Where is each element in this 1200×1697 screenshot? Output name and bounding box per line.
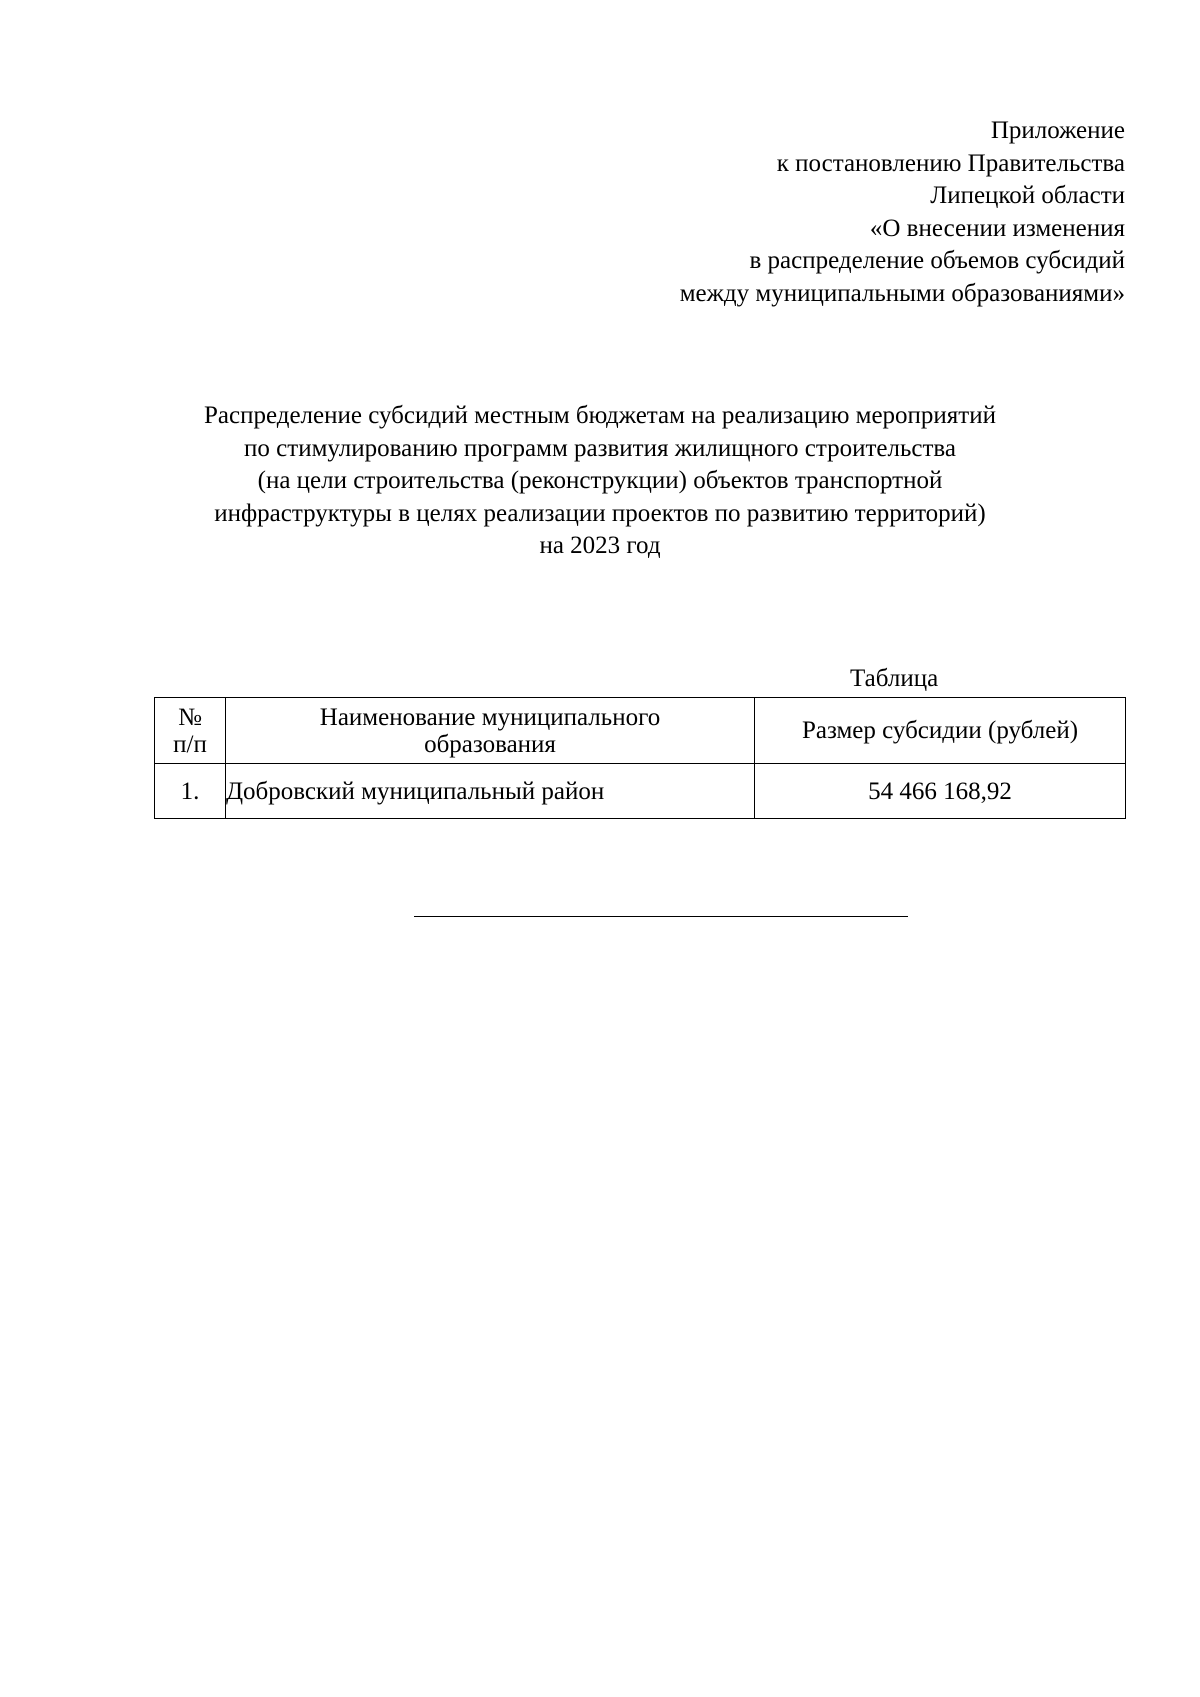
table-row — [155, 764, 1126, 819]
appendix-line: между муниципальными образованиями» — [679, 279, 1125, 307]
header-number-line1: № — [178, 703, 202, 731]
title-line: инфраструктуры в целях реализации проектов по развитию территорий) — [214, 499, 986, 527]
row-name: Добровский муниципальный район — [226, 764, 755, 819]
document-title — [140, 400, 1060, 563]
appendix-line: в распределение объемов субсидий — [749, 247, 1125, 274]
appendix-header — [525, 115, 1125, 310]
title-line: по стимулированию программ развития жилищного строительства — [244, 434, 956, 462]
appendix-line: Липецкой области — [930, 182, 1125, 209]
title-line: (на цели строительства (реконструкции) объектов транспортной — [257, 467, 943, 494]
table-caption: Таблица — [850, 665, 939, 692]
table-header-row — [155, 698, 1126, 764]
appendix-line: к постановлению Правительства — [776, 149, 1125, 177]
header-number — [155, 698, 226, 764]
appendix-line: Приложение — [990, 117, 1125, 144]
header-name-line1: Наименование муниципального — [319, 703, 661, 731]
header-number-line2: п/п — [173, 730, 207, 758]
subsidy-table — [154, 697, 1126, 819]
row-number: 1. — [155, 764, 226, 819]
separator-line — [414, 916, 908, 917]
header-amount: Размер субсидии (рублей) — [755, 698, 1126, 764]
appendix-line: «О внесении изменения — [869, 214, 1125, 242]
header-name-line2: образования — [424, 730, 556, 758]
title-line: на 2023 год — [539, 532, 661, 559]
header-name — [226, 698, 755, 764]
row-amount: 54 466 168,92 — [755, 764, 1126, 819]
title-line: Распределение субсидий местным бюджетам на реализацию мероприятий — [204, 402, 996, 429]
